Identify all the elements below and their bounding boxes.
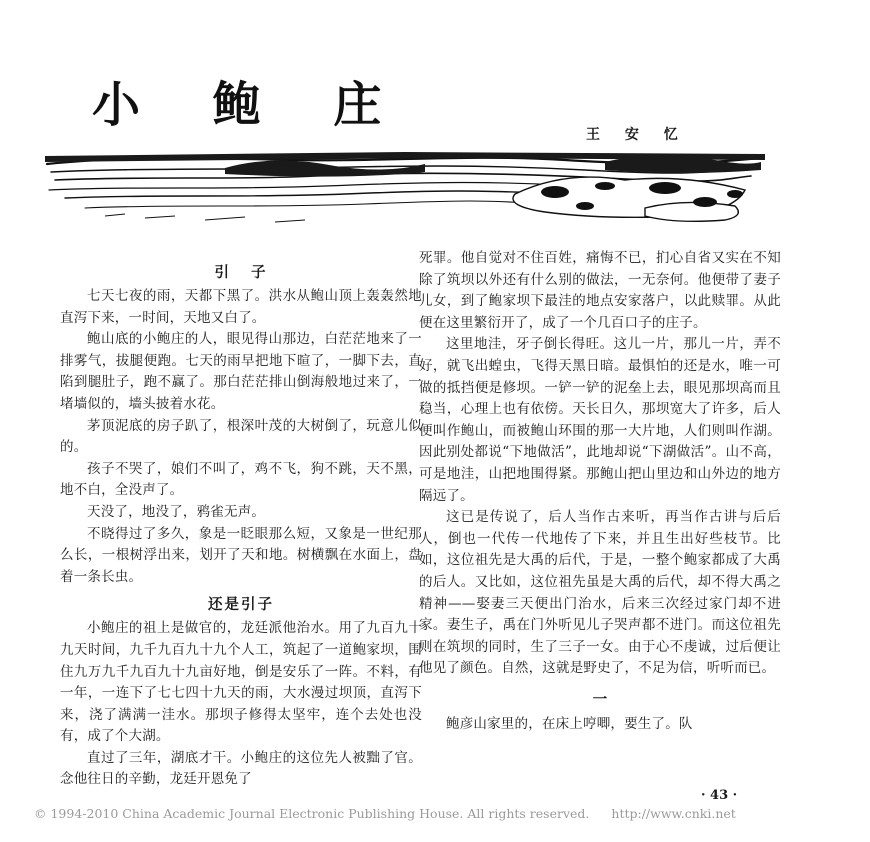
author-name: 王 安 忆 (586, 127, 688, 143)
paragraph: 鲍彦山家里的，在床上哼唧，要生了。队 (446, 715, 693, 732)
paragraph: 不晓得过了多久，象是一眨眼那么短，又象是一世纪那么长，一根树浮出来，划开了天和地。树横飘在水面上，盘着一条长虫。 (60, 525, 422, 585)
copyright-footer (34, 806, 736, 821)
paragraph: 这已是传说了，后人当作古来听，再当作古讲与后后人，倒也一代传一代地传了下来，并且生出好些枝节。比如，这位祖先是大禹的后代，于是，一整个鲍家都成了大禹的后人。又比如，这位祖先虽是大禹的后代，却不得大禹之精神——娶妻三天便出门治水，后来三次经过家门却不进家。妻生子，禹在门外听见儿子哭声都不进门。而这位祖先则在筑坝的同时，生了三子一女。由于心不虔诚，过后便让他见了颜色。自然，这就是野史了，不足为信，听听而已。 (419, 509, 781, 677)
right-column (419, 248, 781, 735)
paragraph: 孩子不哭了，娘们不叫了，鸡不飞，狗不跳，天不黑，地不白，全没声了。 (60, 460, 422, 499)
paragraph: 鲍山底的小鲍庄的人，眼见得山那边，白茫茫地来了一排雾气，拔腿便跑。七天的雨早把地下暄了，一脚下去，直陷到腿肚子，跑不赢了。那白茫茫排山倒海般地过来了，一堵墙似的，墙头披着水花。 (60, 331, 422, 412)
paragraph: 天没了，地没了，鸦雀无声。 (87, 503, 266, 520)
landscape-illustration (45, 150, 765, 230)
source-url[interactable]: http://www.cnki.net (611, 806, 736, 821)
page-number: · 43 · (701, 788, 738, 803)
paragraph: 七天七夜的雨，天都下黑了。洪水从鲍山顶上轰轰然地直泻下来，一时间，天地又白了。 (60, 288, 422, 326)
copyright-text: © 1994-2010 China Academic Journal Electronic Publishing House. All rights reserved. (34, 806, 590, 821)
article-title: 小 鲍 庄 (92, 77, 410, 133)
section-heading-intro: 引子 (214, 264, 288, 281)
paragraph: 直过了三年，湖底才干。小鲍庄的这位先人被黜了官。念他往日的辛勤，龙廷开恩免了 (60, 749, 422, 788)
section-heading-second: 还是引子 (208, 596, 274, 614)
paragraph: 茅顶泥底的房子趴了，根深叶茂的大树倒了，玩意儿似的。 (60, 417, 422, 456)
paragraph: 死罪。他自觉对不住百姓，痛悔不已，扪心自省又实在不知除了筑坝以外还有什么别的做法，一无奈何。他便带了妻子儿女，到了鲍家坝下最洼的地点安家落户，以此赎罪。从此便在这里繁衍开了，成了一个几百口子的庄子。 (419, 250, 781, 331)
chapter-heading-one: 一 (592, 690, 608, 708)
left-column (60, 256, 422, 791)
paragraph: 小鲍庄的祖上是做官的，龙廷派他治水。用了九百九十九天时间，九千九百九十九个人工，筑起了一道鲍家坝，围住九万九千九百九十九亩好地，倒是安乐了一阵。不料，有一年，一连下了七七四十九天的雨，大水漫过坝顶，直泻下来，浇了满满一洼水。那坝子修得太坚牢，连个去处也没有，成了个大湖。 (60, 620, 422, 745)
paragraph: 这里地洼，牙子倒长得旺。这儿一片，那儿一片，弄不好，就飞出蝗虫，飞得天黑日暗。最惧怕的还是水，唯一可做的抵挡便是修坝。一铲一铲的泥垒上去，眼见那坝高而且稳当，心理上也有依傍。天长日久，那坝宽大了许多，后人便叫作鲍山，而被鲍山环围的那一大片地，人们则叫作湖。因此别处都说“下地做活”，此地却说“下湖做活”。山不高，可是地洼，山把地围得紧。那鲍山把山里边和山外边的地方隔远了。 (419, 336, 781, 504)
